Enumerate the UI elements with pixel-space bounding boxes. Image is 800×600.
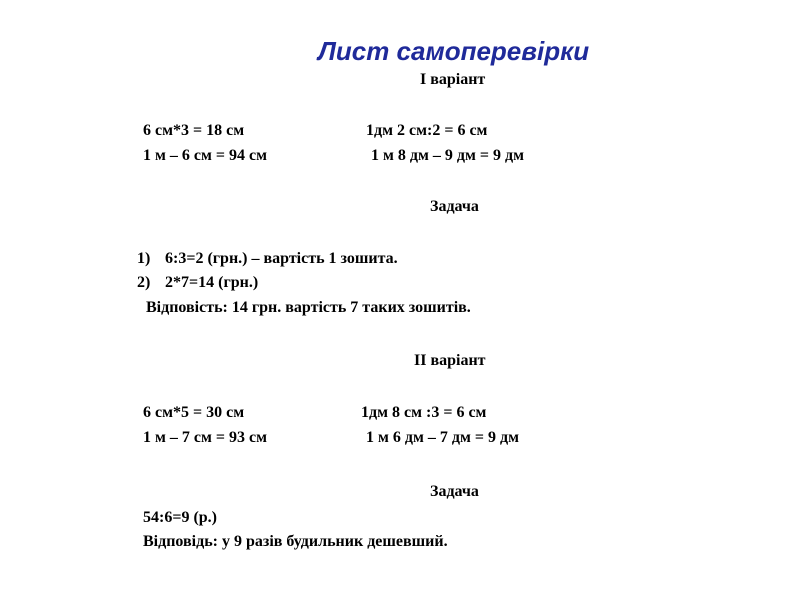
variant2-equation-left-2: 1 м – 7 см = 93 см xyxy=(143,429,268,446)
variant1-equation-left-1: 6 см*3 = 18 см xyxy=(143,122,245,139)
variant1-heading: І варіант xyxy=(420,71,486,88)
variant1-step-1 xyxy=(137,249,398,269)
step-text: 2*7=14 (грн.) xyxy=(165,274,259,291)
variant1-task-heading: Задача xyxy=(430,198,479,215)
variant2-answer: Відповідь: у 9 разів будильник дешевший. xyxy=(143,533,448,550)
variant1-equation-right-1: 1дм 2 см:2 = 6 см xyxy=(366,122,488,139)
variant1-equation-right-2: 1 м 8 дм – 9 дм = 9 дм xyxy=(371,147,524,164)
variant2-equation-right-1: 1дм 8 см :3 = 6 см xyxy=(361,404,487,421)
step-number: 2) xyxy=(137,274,151,291)
variant2-task-heading: Задача xyxy=(430,483,479,500)
variant1-equation-left-2: 1 м – 6 см = 94 см xyxy=(143,147,268,164)
variant2-equation-left-1: 6 см*5 = 30 см xyxy=(143,404,245,421)
step-number: 1) xyxy=(137,250,151,267)
variant2-equation-right-2: 1 м 6 дм – 7 дм = 9 дм xyxy=(366,429,519,446)
variant1-answer: Відповість: 14 грн. вартість 7 таких зошитів. xyxy=(146,299,471,316)
variant2-heading: ІІ варіант xyxy=(414,352,486,369)
variant1-step-2 xyxy=(137,273,258,293)
variant2-solution: 54:6=9 (р.) xyxy=(143,509,217,526)
step-text: 6:3=2 (грн.) – вартість 1 зошита. xyxy=(165,250,398,267)
page-title: Лист самоперевірки xyxy=(318,36,590,66)
